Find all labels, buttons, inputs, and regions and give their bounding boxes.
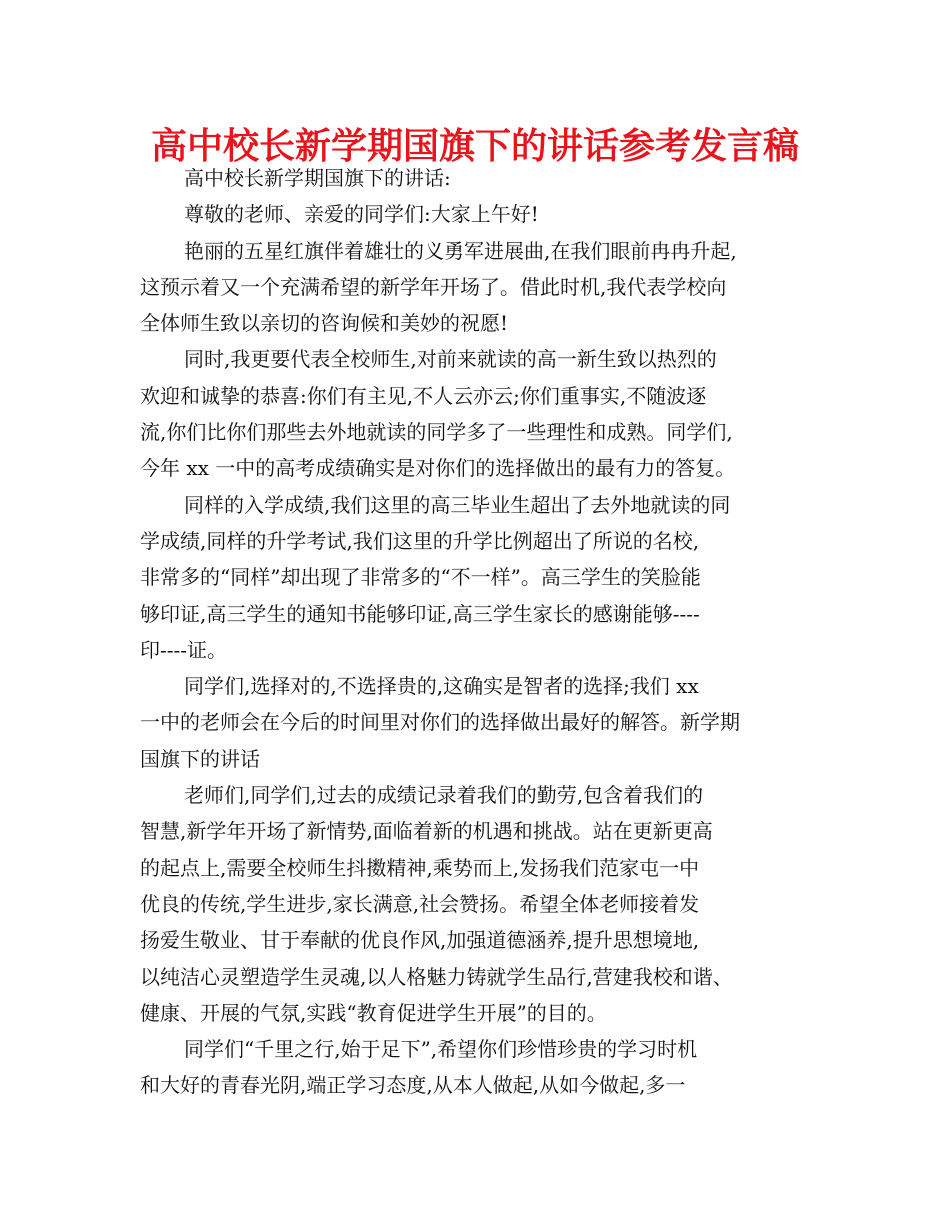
text-line: 流,你们比你们那些去外地就读的同学多了一些理性和成熟。同学们, (140, 420, 733, 445)
text-line: 这预示着又一个充满希望的新学年开场了。借此时机,我代表学校向 (140, 274, 727, 299)
text-line: 同学们“千里之行,始于足下”,希望你们珍惜珍贵的学习时机 (184, 1037, 698, 1062)
text-line: 今年 xx 一中的高考成绩确实是对你们的选择做出的最有力的答复。 (140, 456, 736, 481)
document-body (140, 160, 812, 1104)
text-line: 高中校长新学期国旗下的讲话: (184, 166, 451, 190)
text-line: 智慧,新学年开场了新情势,面临着新的机遇和挑战。站在更新更高 (140, 819, 713, 844)
text-line: 全体师生致以亲切的咨询候和美妙的祝愿! (140, 311, 509, 336)
text-line: 够印证,高三学生的通知书能够印证,高三学生家长的感谢能够---- (140, 601, 700, 626)
text-line: 尊敬的老师、亲爱的同学们:大家上午好! (184, 202, 539, 227)
text-line: 扬爱生敬业、甘于奉献的优良作风,加强道德涵养,提升思想境地, (140, 928, 700, 953)
text-line: 印----证。 (140, 637, 228, 662)
text-line: 的起点上,需要全校师生抖擞精神,乘势而上,发扬我们范家屯一中 (140, 855, 700, 880)
text-line: 优良的传统,学生进步,家长满意,社会赞扬。希望全体老师接着发 (140, 891, 700, 916)
text-line: 非常多的“同样”却出现了非常多的“不一样”。高三学生的笑脸能 (140, 565, 701, 590)
text-line: 老师们,同学们,过去的成绩记录着我们的勤劳,包含着我们的 (184, 783, 704, 808)
text-line: 和大好的青春光阴,端正学习态度,从本人做起,从如今做起,多一 (140, 1073, 686, 1098)
text-line: 欢迎和诚挚的恭喜:你们有主见,不人云亦云;你们重事实,不随波逐 (140, 383, 707, 408)
document-title: 高中校长新学期国旗下的讲话参考发言稿 (150, 126, 799, 167)
text-line: 一中的老师会在今后的时间里对你们的选择做出最好的解答。新学期 (140, 710, 740, 735)
text-line: 以纯洁心灵塑造学生灵魂,以人格魅力铸就学生品行,营建我校和谐、 (140, 964, 733, 989)
text-line: 同时,我更要代表全校师生,对前来就读的高一新生致以热烈的 (184, 347, 717, 372)
text-line: 学成绩,同样的升学考试,我们这里的升学比例超出了所说的名校, (140, 528, 700, 553)
text-line: 艳丽的五星红旗伴着雄壮的义勇军进展曲,在我们眼前冉冉升起, (184, 238, 737, 263)
text-line: 健康、开展的气氛,实践“教育促进学生开展”的目的。 (140, 1000, 607, 1025)
text-line: 国旗下的讲话 (140, 746, 260, 771)
text-line: 同样的入学成绩,我们这里的高三毕业生超出了去外地就读的同 (184, 492, 731, 517)
text-line: 同学们,选择对的,不选择贵的,这确实是智者的选择;我们 xx (184, 674, 699, 699)
